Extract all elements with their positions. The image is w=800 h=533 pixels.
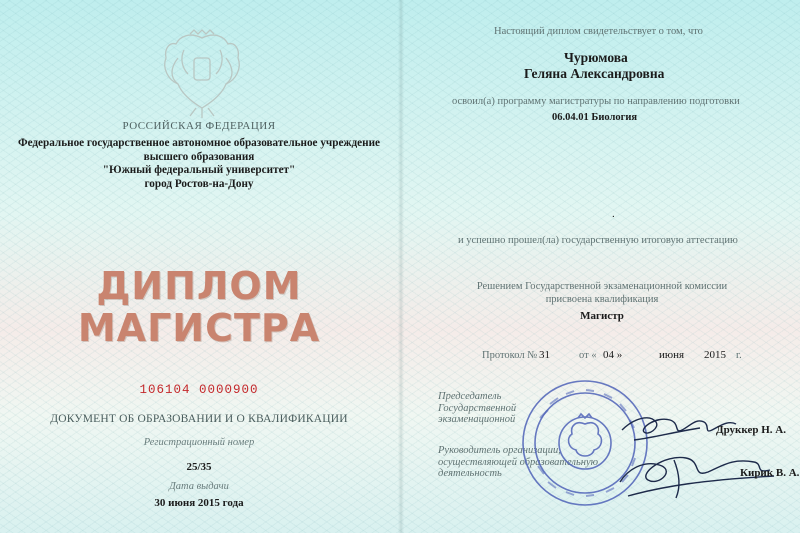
specialty: 06.04.01 Биология bbox=[552, 112, 638, 123]
head-line: Руководитель организации, bbox=[438, 445, 561, 456]
commission-decision bbox=[404, 280, 800, 306]
chair-line: экзаменационной bbox=[438, 414, 516, 425]
blank-dot: . bbox=[612, 208, 615, 220]
protocol-label: Протокол № bbox=[482, 350, 538, 361]
right-page bbox=[404, 0, 800, 533]
serial-number: 106104 0000900 bbox=[139, 383, 259, 397]
certifies-text: Настоящий диплом свидетельствует о том, что bbox=[494, 26, 703, 37]
diploma-title-line2: МАГИСТРА bbox=[77, 306, 321, 350]
signatures-icon bbox=[604, 400, 794, 510]
protocol-year: 2015 bbox=[704, 349, 726, 361]
country-name: РОССИЙСКАЯ ФЕДЕРАЦИЯ bbox=[122, 120, 276, 132]
head-signatory: Кирик В. А. bbox=[740, 467, 800, 479]
document-type: ДОКУМЕНТ ОБ ОБРАЗОВАНИИ И О КВАЛИФИКАЦИИ bbox=[50, 413, 348, 425]
protocol-number: 31 bbox=[539, 349, 550, 361]
coat-of-arms-icon bbox=[160, 28, 244, 120]
qualification: Магистр bbox=[580, 310, 624, 322]
registration-label: Регистрационный номер bbox=[143, 437, 255, 448]
left-page bbox=[0, 0, 398, 533]
protocol-day: 04 » bbox=[603, 349, 623, 361]
institution-line: город Ростов-на-Дону bbox=[144, 177, 254, 190]
chair-line: Государственной bbox=[438, 402, 517, 414]
chair-title bbox=[438, 391, 516, 426]
graduate-given-names: Геляна Александровна bbox=[524, 66, 665, 81]
institution-line: высшего образования bbox=[143, 150, 255, 163]
registration-number: 25/35 bbox=[186, 461, 212, 473]
issue-date-label: Дата выдачи bbox=[169, 481, 229, 492]
decision-line: Решением Государственной экзаменационной комиссии bbox=[476, 281, 728, 292]
graduate-surname: Чурюмова bbox=[564, 50, 628, 65]
head-line: осуществляющей образовательную bbox=[438, 456, 599, 468]
chair-signatory: Друккер Н. А. bbox=[716, 424, 786, 436]
program-text: освоил(а) программу магистратуры по направлению подготовки bbox=[452, 96, 740, 107]
diploma-title-line1: ДИПЛОМ bbox=[96, 264, 302, 308]
decision-line: присвоена квалификация bbox=[545, 294, 659, 305]
institution-name bbox=[0, 137, 398, 191]
head-line: деятельность bbox=[438, 468, 502, 479]
protocol-from: от « bbox=[579, 350, 597, 361]
institution-line: Федеральное государственное автономное образовательное учреждение bbox=[17, 137, 381, 149]
institution-line: "Южный федеральный университет" bbox=[102, 164, 296, 176]
protocol-month: июня bbox=[659, 349, 685, 361]
chair-line: Председатель bbox=[438, 391, 502, 402]
protocol-year-suffix: г. bbox=[736, 350, 742, 361]
issue-date: 30 июня 2015 года bbox=[154, 497, 244, 509]
attestation-text: и успешно прошел(ла) государственную итоговую аттестацию bbox=[458, 235, 738, 246]
